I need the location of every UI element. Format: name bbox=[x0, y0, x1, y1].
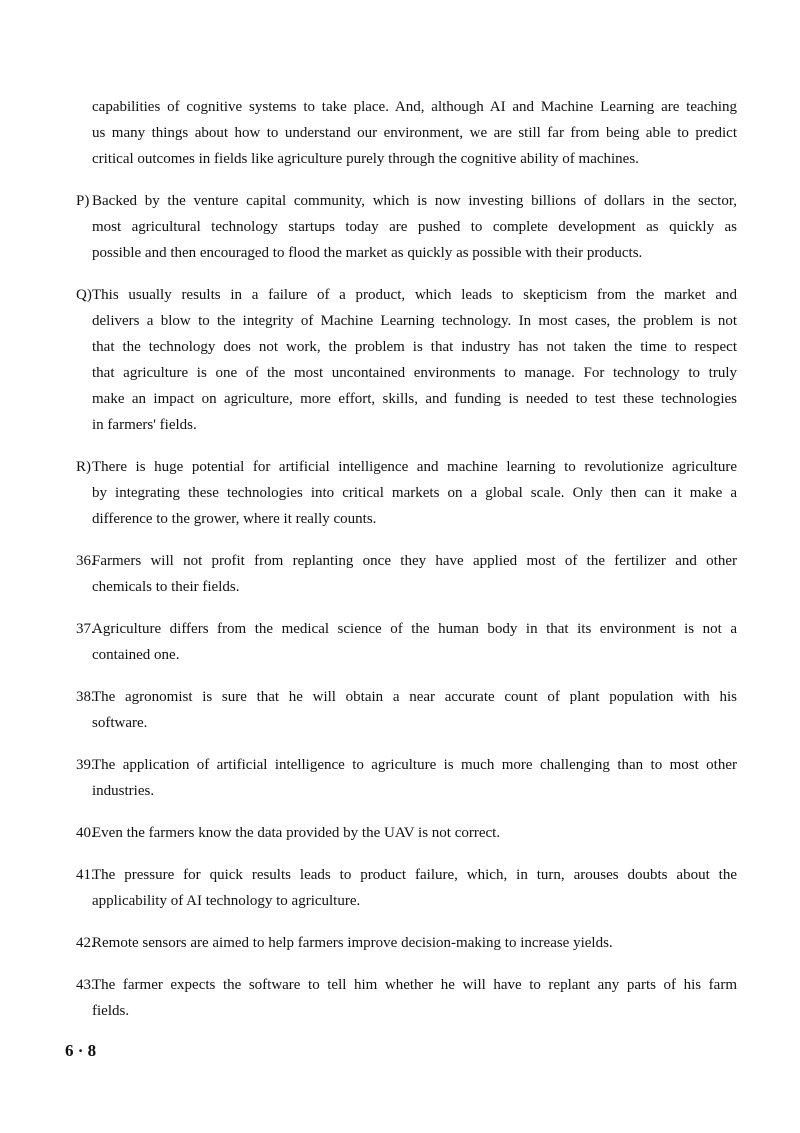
item-label: 38. bbox=[76, 689, 95, 705]
text-line: The pressure for quick results leads to product failure, which, in turn, arouses doubts about the bbox=[92, 867, 737, 883]
text-line: critical outcomes in fields like agriculture purely through the cognitive ability of machines. bbox=[92, 151, 639, 167]
paragraph bbox=[76, 454, 737, 532]
text-line: difference to the grower, where it really counts. bbox=[92, 511, 377, 527]
item-label: 43. bbox=[76, 977, 95, 993]
item-label: R) bbox=[76, 459, 91, 475]
question-item bbox=[76, 616, 737, 668]
item-label: 37. bbox=[76, 621, 95, 637]
item-label: 41. bbox=[76, 867, 95, 883]
text-line: The farmer expects the software to tell him whether he will have to replant any parts of his farm bbox=[92, 977, 737, 993]
text-line: capabilities of cognitive systems to take place. And, although AI and Machine Learning are teaching bbox=[92, 99, 737, 115]
text-line: that agriculture is one of the most uncontained environments to manage. For technology to truly bbox=[92, 365, 737, 381]
text-line: contained one. bbox=[92, 647, 180, 663]
item-label: 42. bbox=[76, 935, 95, 951]
text-line: Even the farmers know the data provided by the UAV is not correct. bbox=[92, 825, 501, 841]
text-line: The application of artificial intelligence to agriculture is much more challenging than to most other bbox=[92, 757, 737, 773]
text-line: Farmers will not profit from replanting once they have applied most of the fertilizer and other bbox=[92, 553, 737, 569]
text-line: Agriculture differs from the medical science of the human body in that its environment is not a bbox=[92, 621, 737, 637]
text-line: that the technology does not work, the problem is that industry has not taken the time to respect bbox=[92, 339, 737, 355]
text-line: most agricultural technology startups today are pushed to complete development as quickly as bbox=[92, 219, 737, 235]
text-line: software. bbox=[92, 715, 148, 731]
text-line: by integrating these technologies into critical markets on a global scale. Only then can it make a bbox=[92, 485, 737, 501]
item-label: Q) bbox=[76, 287, 92, 303]
text-line: delivers a blow to the integrity of Machine Learning technology. In most cases, the problem is not bbox=[92, 313, 737, 329]
text-line: Backed by the venture capital community, which is now investing billions of dollars in the sector, bbox=[92, 193, 737, 209]
text-line: applicability of AI technology to agriculture. bbox=[92, 893, 361, 909]
item-label: P) bbox=[76, 193, 90, 209]
text-line: possible and then encouraged to flood the market as quickly as possible with their products. bbox=[92, 245, 643, 261]
text-line: industries. bbox=[92, 783, 155, 799]
item-label: 40. bbox=[76, 825, 95, 841]
document-body bbox=[76, 94, 737, 1040]
text-line: Remote sensors are aimed to help farmers improve decision-making to increase yields. bbox=[92, 935, 613, 951]
text-line: us many things about how to understand our environment, we are still far from being able to predict bbox=[92, 125, 737, 141]
text-line: The agronomist is sure that he will obtain a near accurate count of plant population with his bbox=[92, 689, 737, 705]
text-line: make an impact on agriculture, more effort, skills, and funding is needed to test these technologies bbox=[92, 391, 737, 407]
item-label: 36. bbox=[76, 553, 95, 569]
text-line: There is huge potential for artificial intelligence and machine learning to revolutionize agriculture bbox=[92, 459, 737, 475]
item-label: 39. bbox=[76, 757, 95, 773]
question-item bbox=[76, 684, 737, 736]
text-line: fields. bbox=[92, 1003, 130, 1019]
text-line: This usually results in a failure of a product, which leads to skepticism from the market and bbox=[92, 287, 737, 303]
question-item bbox=[76, 820, 737, 846]
question-item bbox=[76, 752, 737, 804]
text-line: chemicals to their fields. bbox=[92, 579, 240, 595]
page-number: 6 · 8 bbox=[65, 1041, 97, 1060]
question-item bbox=[76, 548, 737, 600]
text-line: in farmers' fields. bbox=[92, 417, 197, 433]
paragraph bbox=[76, 188, 737, 266]
paragraph-continuation bbox=[76, 94, 737, 172]
question-item bbox=[76, 862, 737, 914]
paragraph bbox=[76, 282, 737, 438]
question-item bbox=[76, 972, 737, 1024]
question-item bbox=[76, 930, 737, 956]
